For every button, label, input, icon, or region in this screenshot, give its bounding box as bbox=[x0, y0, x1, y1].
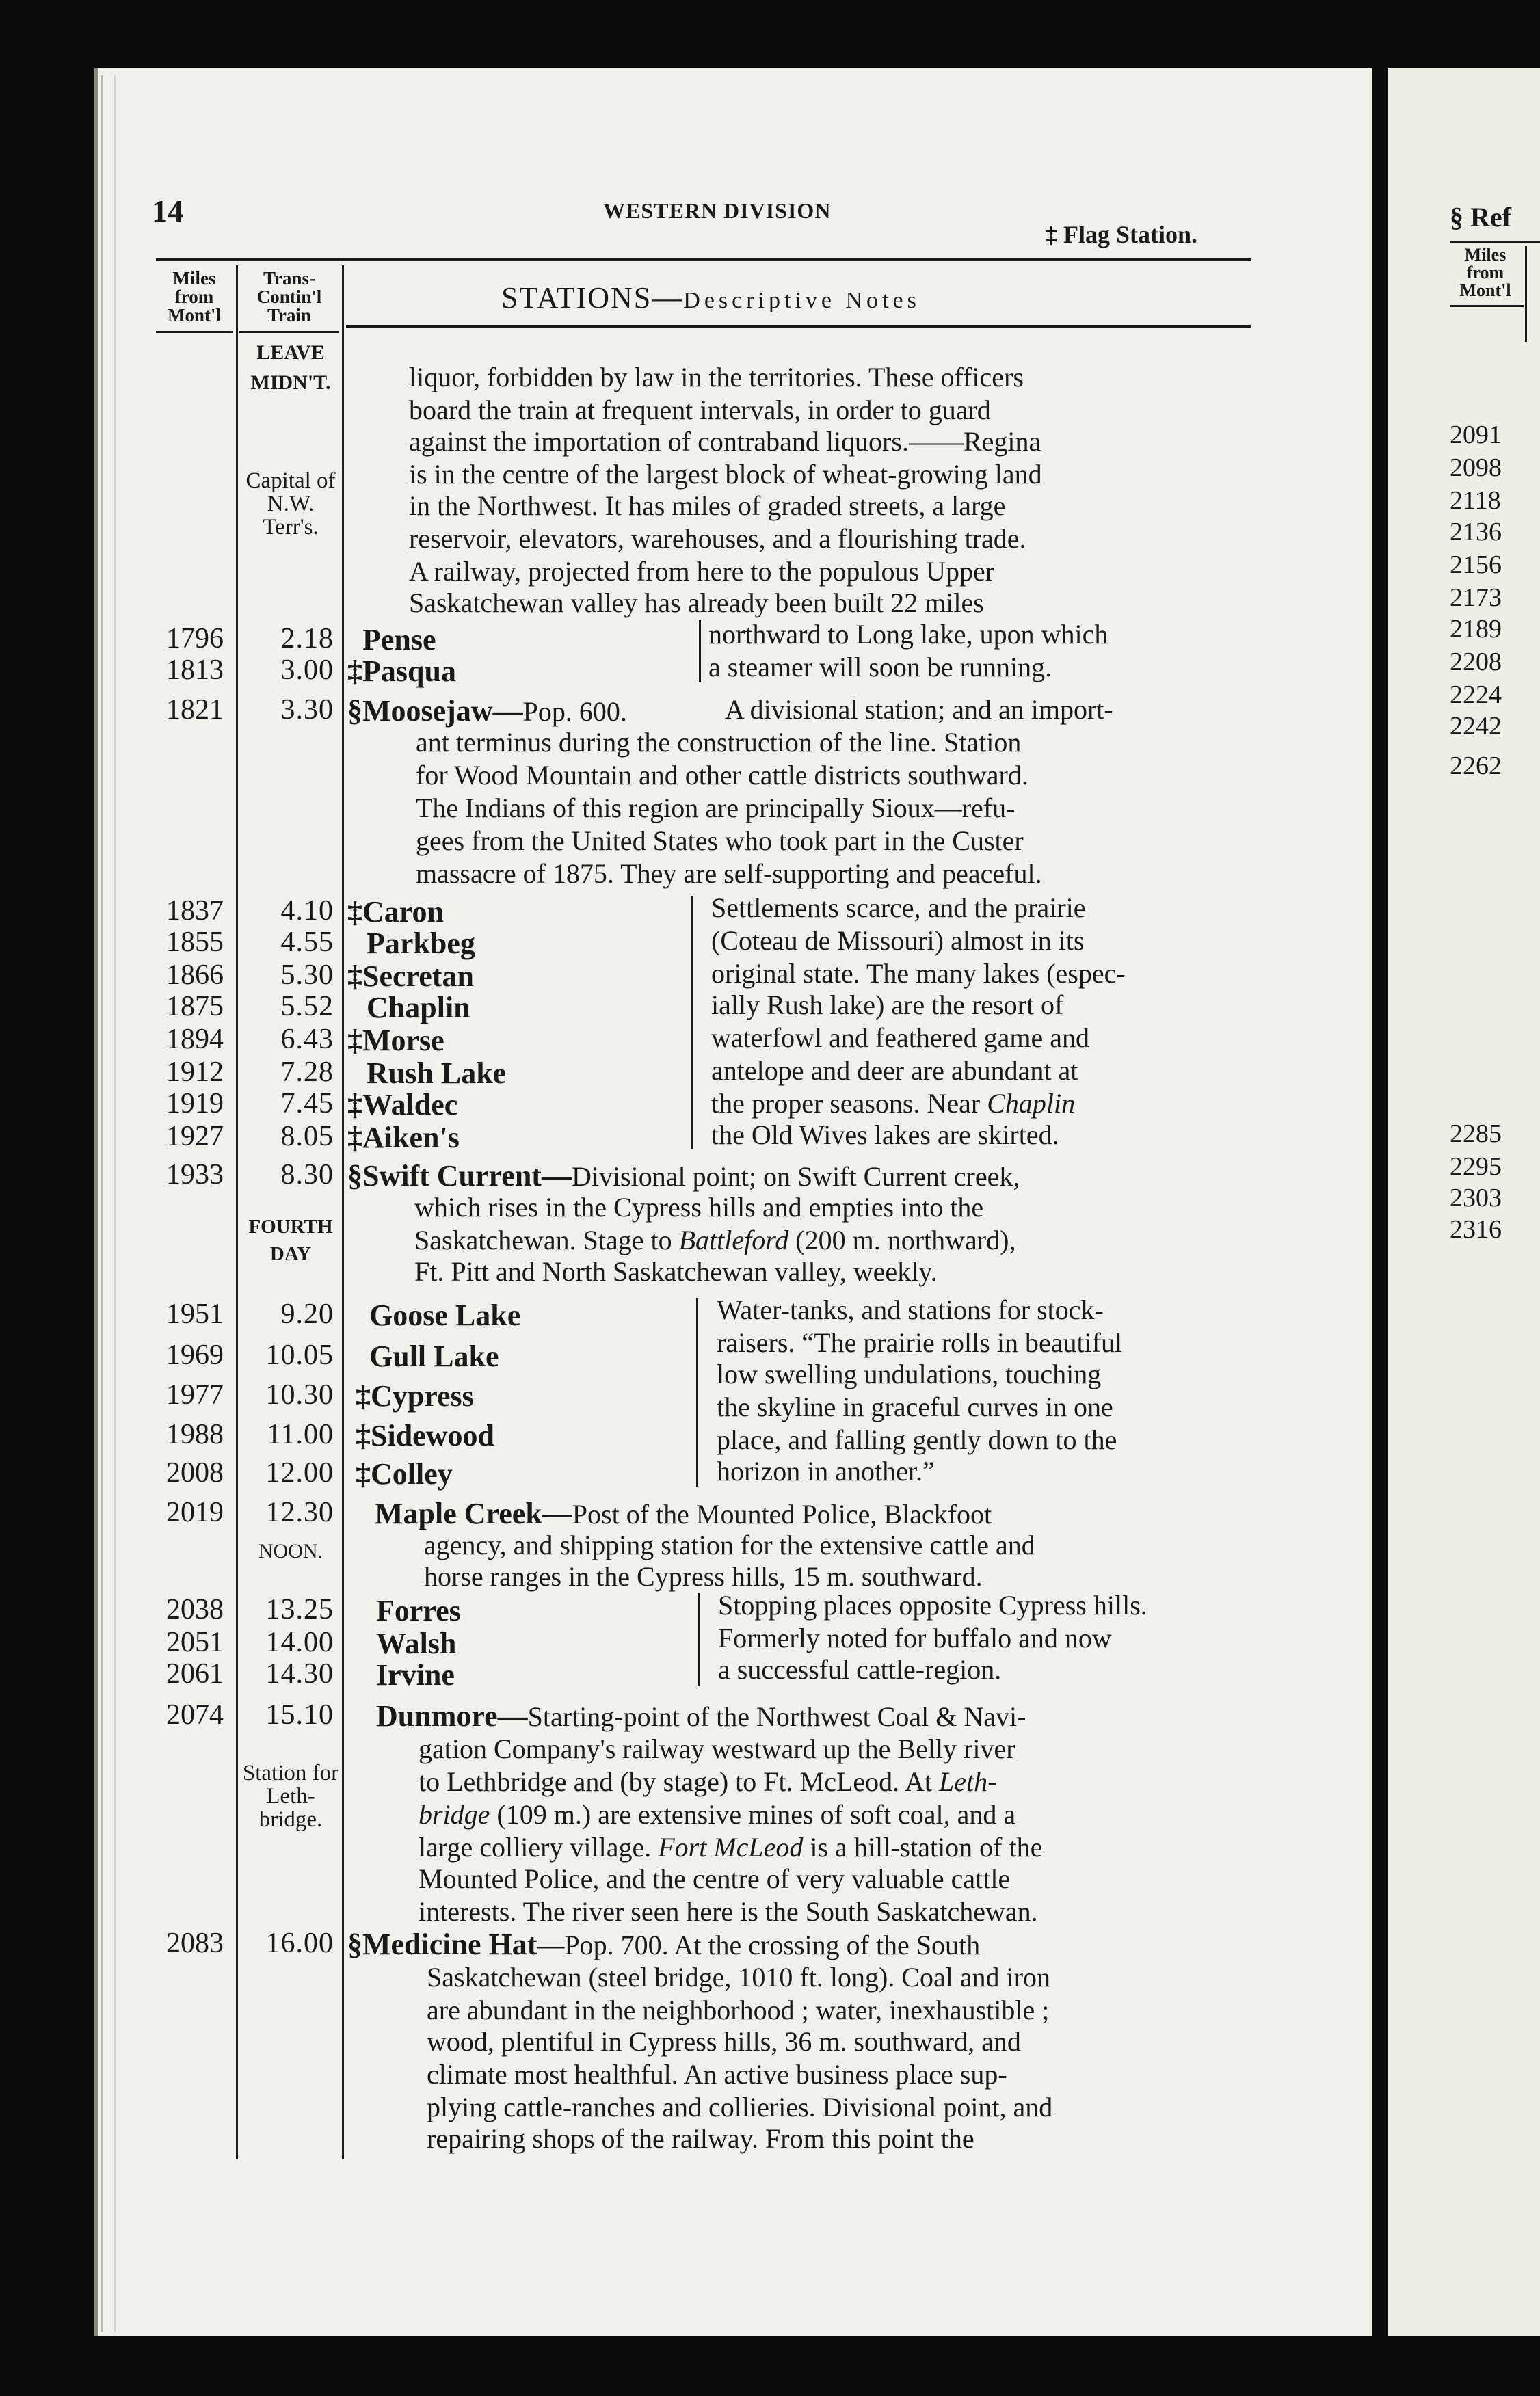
miles-column-rule bbox=[236, 265, 238, 2159]
facing-miles-value: 2156 bbox=[1450, 550, 1502, 579]
facing-section-mark: § Ref bbox=[1450, 202, 1511, 232]
station-miles: 1977 bbox=[166, 1379, 224, 1411]
leave-midnight-note: LEAVE MIDN'T. bbox=[250, 341, 331, 394]
note-dunmore-part: (109 m.) are extensive mines of soft coal, and a bbox=[496, 1799, 1016, 1830]
station-time: 7.28 bbox=[280, 1056, 334, 1088]
station-time: 9.20 bbox=[280, 1299, 334, 1330]
note-medicine-hat: plying cattle-ranches and collieries. Divisional point, and bbox=[427, 2092, 1053, 2122]
note-moosejaw: gees from the United States who took part in the Custer bbox=[416, 825, 1024, 856]
facing-miles-value: 2173 bbox=[1450, 583, 1502, 612]
station-name bbox=[347, 1120, 460, 1155]
note-dunmore: gation Company's railway westward up the Belly river bbox=[419, 1733, 1015, 1764]
station-name-text: ‡Pasqua bbox=[347, 654, 456, 688]
station-name-text: Forres bbox=[376, 1594, 461, 1627]
facing-miles-value: 2242 bbox=[1450, 712, 1502, 741]
note-swift-current bbox=[414, 1224, 1015, 1256]
intro-line: is in the centre of the largest block of wheat-growing land bbox=[409, 459, 1042, 490]
station-name bbox=[375, 1496, 992, 1531]
note-caron-group bbox=[711, 1087, 1075, 1119]
note-dunmore bbox=[419, 1831, 1042, 1863]
running-head: WESTERN DIVISION bbox=[603, 198, 832, 223]
note-swift-current-part: Saskatchewan. Stage to bbox=[414, 1225, 672, 1255]
note-goose-group: horizon in another.” bbox=[717, 1456, 935, 1487]
station-name bbox=[347, 1023, 444, 1058]
station-name-text: ‡Caron bbox=[347, 895, 444, 929]
station-name-text: ‡Cypress bbox=[356, 1379, 474, 1413]
note-dunmore-part: is a hill-station of the bbox=[810, 1832, 1043, 1863]
station-miles: 2083 bbox=[166, 1928, 224, 1959]
station-miles: 1866 bbox=[166, 959, 224, 991]
station-name bbox=[347, 1158, 1020, 1193]
capital-note: Capital of N.W. Terr's. bbox=[245, 468, 336, 540]
note-moosejaw: A divisional station; and an import- bbox=[725, 694, 1113, 725]
facing-column-rule bbox=[1525, 246, 1527, 342]
lethbridge-station-note: Station for Leth-bridge. bbox=[242, 1761, 339, 1832]
station-time: 7.45 bbox=[280, 1088, 334, 1119]
note-caron-line: Settlements scarce, and the prairie bbox=[711, 892, 1086, 923]
station-miles: 1894 bbox=[166, 1024, 224, 1055]
note-swift-current-part: (200 m. northward), bbox=[795, 1225, 1016, 1255]
station-name bbox=[347, 1927, 980, 1962]
facing-miles-value: 2208 bbox=[1450, 648, 1502, 676]
note-caron-group bbox=[711, 924, 1085, 957]
section-header-stations: STATIONS— bbox=[501, 281, 684, 315]
facing-miles-value: 2316 bbox=[1450, 1215, 1502, 1244]
facing-miles-value: 2303 bbox=[1450, 1184, 1502, 1212]
station-name-text: Irvine bbox=[376, 1658, 455, 1692]
station-miles: 2019 bbox=[166, 1497, 224, 1528]
station-name-text: Goose Lake bbox=[369, 1299, 521, 1332]
note-medicine-hat: Saskatchewan (steel bridge, 1010 ft. long). Coal and iron bbox=[427, 1962, 1050, 1993]
station-name-text: Rush Lake bbox=[367, 1056, 507, 1090]
station-name-text: Walsh bbox=[376, 1627, 457, 1660]
note-moosejaw: for Wood Mountain and other cattle districts southward. bbox=[416, 760, 1028, 790]
note-medicine-hat: climate most healthful. An active business place sup- bbox=[427, 2059, 1007, 2090]
note-forres-group: Formerly noted for buffalo and now bbox=[718, 1623, 1112, 1653]
note-goose-group: low swelling undulations, touching bbox=[717, 1359, 1102, 1389]
station-miles: 2051 bbox=[166, 1627, 224, 1658]
note-dunmore-part: Fort McLeod bbox=[658, 1832, 804, 1863]
note-caron-line: the Old Wives lakes are skirted. bbox=[711, 1119, 1059, 1150]
brace-forres-irvine bbox=[698, 1593, 700, 1686]
station-time: 13.25 bbox=[265, 1594, 334, 1625]
note-caron-group bbox=[711, 892, 1086, 924]
station-name-text: ‡Morse bbox=[347, 1024, 444, 1057]
fourth-day-note: FOURTH DAY bbox=[248, 1216, 333, 1265]
train-header-rule bbox=[239, 331, 339, 333]
station-inline-note: Pop. 600. bbox=[522, 696, 627, 727]
note-moosejaw: ant terminus during the construction of the line. Station bbox=[416, 727, 1022, 758]
intro-line: in the Northwest. It has miles of graded streets, a large bbox=[409, 490, 1006, 521]
station-name-text: ‡Secretan bbox=[347, 959, 474, 993]
intro-line: liquor, forbidden by law in the territories. These officers bbox=[409, 362, 1024, 392]
station-miles: 2038 bbox=[166, 1594, 224, 1625]
note-swift-current: which rises in the Cypress hills and empties into the bbox=[414, 1192, 984, 1223]
station-name-text: §Medicine Hat bbox=[347, 1928, 537, 1961]
facing-miles-value: 2136 bbox=[1450, 518, 1502, 546]
note-caron-line: the proper seasons. Near bbox=[711, 1088, 981, 1119]
station-time: 3.30 bbox=[280, 694, 334, 726]
station-miles: 1927 bbox=[166, 1121, 224, 1152]
facing-miles-value: 2091 bbox=[1450, 421, 1502, 449]
facing-miles-value: 2224 bbox=[1450, 680, 1502, 709]
note-dunmore bbox=[419, 1798, 1015, 1831]
note-pense-pasqua: northward to Long lake, upon which bbox=[708, 619, 1108, 650]
station-miles: 1951 bbox=[166, 1299, 224, 1330]
station-name bbox=[369, 1339, 499, 1374]
station-miles: 2074 bbox=[166, 1699, 224, 1731]
station-miles: 2061 bbox=[166, 1658, 224, 1690]
station-name bbox=[356, 1418, 494, 1453]
station-miles: 1813 bbox=[166, 654, 224, 686]
station-name bbox=[367, 1056, 506, 1091]
station-time: 4.55 bbox=[280, 927, 334, 958]
station-name-text: Dunmore— bbox=[376, 1699, 528, 1733]
intro-line: Saskatchewan valley has already been built 22 miles bbox=[409, 587, 984, 618]
intro-line: A railway, projected from here to the populous Upper bbox=[409, 556, 995, 587]
station-miles: 1988 bbox=[166, 1419, 224, 1450]
note-goose-group: the skyline in graceful curves in one bbox=[717, 1392, 1113, 1422]
page-edge bbox=[101, 75, 116, 2332]
station-time: 5.30 bbox=[280, 959, 334, 991]
brace-pense-pasqua bbox=[699, 620, 701, 682]
station-name-text: Chaplin bbox=[367, 991, 470, 1024]
note-goose-group: place, and falling gently down to the bbox=[717, 1424, 1117, 1455]
station-time: 10.30 bbox=[265, 1379, 334, 1411]
note-caron-group bbox=[711, 1054, 1078, 1087]
note-maple-creek: horse ranges in the Cypress hills, 15 m. southward. bbox=[424, 1561, 983, 1592]
note-forres-group: a successful cattle-region. bbox=[718, 1654, 1002, 1685]
section-header bbox=[501, 280, 920, 315]
note-caron-line: (Coteau de Missouri) almost in its bbox=[711, 925, 1085, 956]
station-inline-note: Starting-point of the Northwest Coal & Navi- bbox=[527, 1701, 1026, 1732]
station-miles: 1837 bbox=[166, 895, 224, 927]
station-inline-note: —Pop. 700. At the crossing of the South bbox=[537, 1930, 981, 1960]
station-time: 5.52 bbox=[280, 991, 334, 1022]
station-inline-note: Post of the Mounted Police, Blackfoot bbox=[572, 1499, 992, 1530]
station-name bbox=[367, 926, 475, 961]
note-medicine-hat: repairing shops of the railway. From this point the bbox=[427, 2123, 974, 2154]
station-miles: 1855 bbox=[166, 927, 224, 958]
intro-line: reservoir, elevators, warehouses, and a flourishing trade. bbox=[409, 523, 1026, 554]
train-column-rule bbox=[342, 265, 344, 2159]
station-miles: 1821 bbox=[166, 694, 224, 726]
station-name-text: Parkbeg bbox=[367, 927, 475, 960]
station-name bbox=[347, 654, 456, 689]
note-caron-group bbox=[711, 989, 1063, 1021]
note-dunmore-part: to Lethbridge and (by stage) to Ft. McLeod. At bbox=[419, 1766, 932, 1797]
station-name bbox=[347, 959, 474, 994]
station-time: 15.10 bbox=[265, 1699, 334, 1731]
page-number: 14 bbox=[152, 194, 183, 228]
note-dunmore-part: Leth- bbox=[938, 1766, 997, 1797]
station-time: 14.00 bbox=[265, 1627, 334, 1658]
station-name bbox=[369, 1298, 520, 1333]
note-pense-pasqua: a steamer will soon be running. bbox=[708, 652, 1052, 682]
station-miles: 1875 bbox=[166, 991, 224, 1022]
facing-miles-header: Miles from Mont'l bbox=[1459, 245, 1511, 300]
station-time: 16.00 bbox=[265, 1928, 334, 1959]
facing-miles-value: 2118 bbox=[1450, 486, 1501, 515]
note-dunmore-part: large colliery village. bbox=[419, 1832, 652, 1863]
intro-line: board the train at frequent intervals, in order to guard bbox=[409, 395, 991, 425]
station-name bbox=[376, 1658, 455, 1692]
station-name-text: ‡Colley bbox=[356, 1457, 453, 1491]
miles-header-rule bbox=[156, 331, 233, 333]
station-time: 12.00 bbox=[265, 1457, 334, 1489]
station-miles: 1919 bbox=[166, 1088, 224, 1119]
facing-miles-value: 2285 bbox=[1450, 1119, 1502, 1148]
station-time: 12.30 bbox=[265, 1497, 334, 1528]
intro-line: against the importation of contraband liquors.——Regina bbox=[409, 426, 1041, 457]
station-name bbox=[347, 693, 627, 728]
note-caron-group bbox=[711, 1022, 1089, 1054]
note-swift-current: Ft. Pitt and North Saskatchewan valley, weekly. bbox=[414, 1256, 938, 1287]
facing-miles-value: 2189 bbox=[1450, 615, 1502, 643]
note-medicine-hat: are abundant in the neighborhood ; water, inexhaustible ; bbox=[427, 1995, 1050, 2025]
facing-header-rule bbox=[1450, 305, 1524, 307]
note-dunmore: Mounted Police, and the centre of very valuable cattle bbox=[419, 1863, 1011, 1894]
note-caron-group bbox=[711, 957, 1126, 989]
facing-miles-value: 2262 bbox=[1450, 751, 1502, 780]
note-moosejaw: massacre of 1875. They are self-supporting and peaceful. bbox=[416, 858, 1042, 889]
brace-goose-colley bbox=[696, 1298, 698, 1487]
station-name bbox=[376, 1626, 456, 1661]
station-time: 11.00 bbox=[267, 1419, 334, 1450]
note-maple-creek: agency, and shipping station for the extensive cattle and bbox=[424, 1530, 1035, 1560]
station-time: 2.18 bbox=[280, 623, 334, 654]
note-dunmore-part: bridge bbox=[419, 1799, 490, 1830]
station-name bbox=[362, 622, 436, 657]
station-time: 4.10 bbox=[280, 895, 334, 927]
header-rule bbox=[346, 325, 1251, 328]
top-rule bbox=[156, 258, 1251, 261]
miles-column-header: Miles from Mont'l bbox=[168, 268, 221, 325]
station-time: 3.00 bbox=[280, 654, 334, 686]
facing-miles-value: 2295 bbox=[1450, 1152, 1502, 1181]
noon-note: NOON. bbox=[258, 1540, 323, 1562]
station-name bbox=[356, 1456, 453, 1491]
note-caron-line: waterfowl and feathered game and bbox=[711, 1022, 1090, 1053]
station-time: 8.05 bbox=[280, 1121, 334, 1152]
station-miles: 1796 bbox=[166, 623, 224, 654]
station-name-text: ‡Sidewood bbox=[356, 1419, 494, 1452]
facing-top-rule bbox=[1450, 241, 1540, 243]
note-medicine-hat: wood, plentiful in Cypress hills, 36 m. southward, and bbox=[427, 2026, 1021, 2057]
station-name bbox=[356, 1379, 474, 1413]
station-time: 10.05 bbox=[265, 1340, 334, 1371]
station-inline-note: Divisional point; on Swift Current creek, bbox=[571, 1161, 1020, 1192]
note-caron-group bbox=[711, 1119, 1059, 1151]
facing-miles-value: 2098 bbox=[1450, 453, 1502, 482]
note-caron-line: ially Rush lake) are the resort of bbox=[711, 989, 1064, 1020]
note-dunmore bbox=[419, 1766, 996, 1798]
note-swift-current-part: Battleford bbox=[678, 1225, 789, 1255]
station-name-text: ‡Aiken's bbox=[347, 1121, 460, 1154]
note-caron-line: original state. The many lakes (espec- bbox=[711, 958, 1126, 989]
station-name bbox=[376, 1699, 1026, 1733]
station-name-text: §Moosejaw— bbox=[347, 694, 523, 728]
station-time: 8.30 bbox=[280, 1159, 334, 1190]
station-miles: 2008 bbox=[166, 1457, 224, 1489]
station-name bbox=[367, 990, 470, 1025]
station-miles: 1912 bbox=[166, 1056, 224, 1088]
station-time: 14.30 bbox=[265, 1658, 334, 1690]
brace-caron-aikens bbox=[691, 896, 693, 1149]
note-goose-group: Water-tanks, and stations for stock- bbox=[717, 1294, 1104, 1325]
section-header-notes: Descriptive Notes bbox=[683, 288, 920, 313]
station-miles: 1933 bbox=[166, 1159, 224, 1190]
station-name-text: Gull Lake bbox=[369, 1340, 499, 1373]
station-name bbox=[347, 894, 444, 929]
note-forres-group: Stopping places opposite Cypress hills. bbox=[718, 1590, 1147, 1621]
note-moosejaw: The Indians of this region are principally Sioux—refu- bbox=[416, 793, 1015, 823]
note-chaplin-italic: Chaplin bbox=[987, 1088, 1076, 1119]
note-goose-group: raisers. “The prairie rolls in beautiful bbox=[717, 1327, 1123, 1358]
station-name-text: §Swift Current— bbox=[347, 1159, 572, 1193]
station-name-text: Maple Creek— bbox=[375, 1497, 572, 1530]
station-time: 6.43 bbox=[280, 1024, 334, 1055]
flag-station-note: ‡ Flag Station. bbox=[1045, 221, 1198, 248]
train-column-header: Trans-Contin'l Train bbox=[256, 268, 322, 325]
station-name bbox=[376, 1593, 461, 1628]
station-name-text: ‡Waldec bbox=[347, 1088, 458, 1121]
station-name-text: Pense bbox=[362, 623, 436, 656]
station-miles: 1969 bbox=[166, 1340, 224, 1371]
note-caron-line: antelope and deer are abundant at bbox=[711, 1055, 1078, 1086]
note-dunmore: interests. The river seen here is the South Saskatchewan. bbox=[419, 1896, 1038, 1927]
station-name bbox=[347, 1087, 457, 1122]
